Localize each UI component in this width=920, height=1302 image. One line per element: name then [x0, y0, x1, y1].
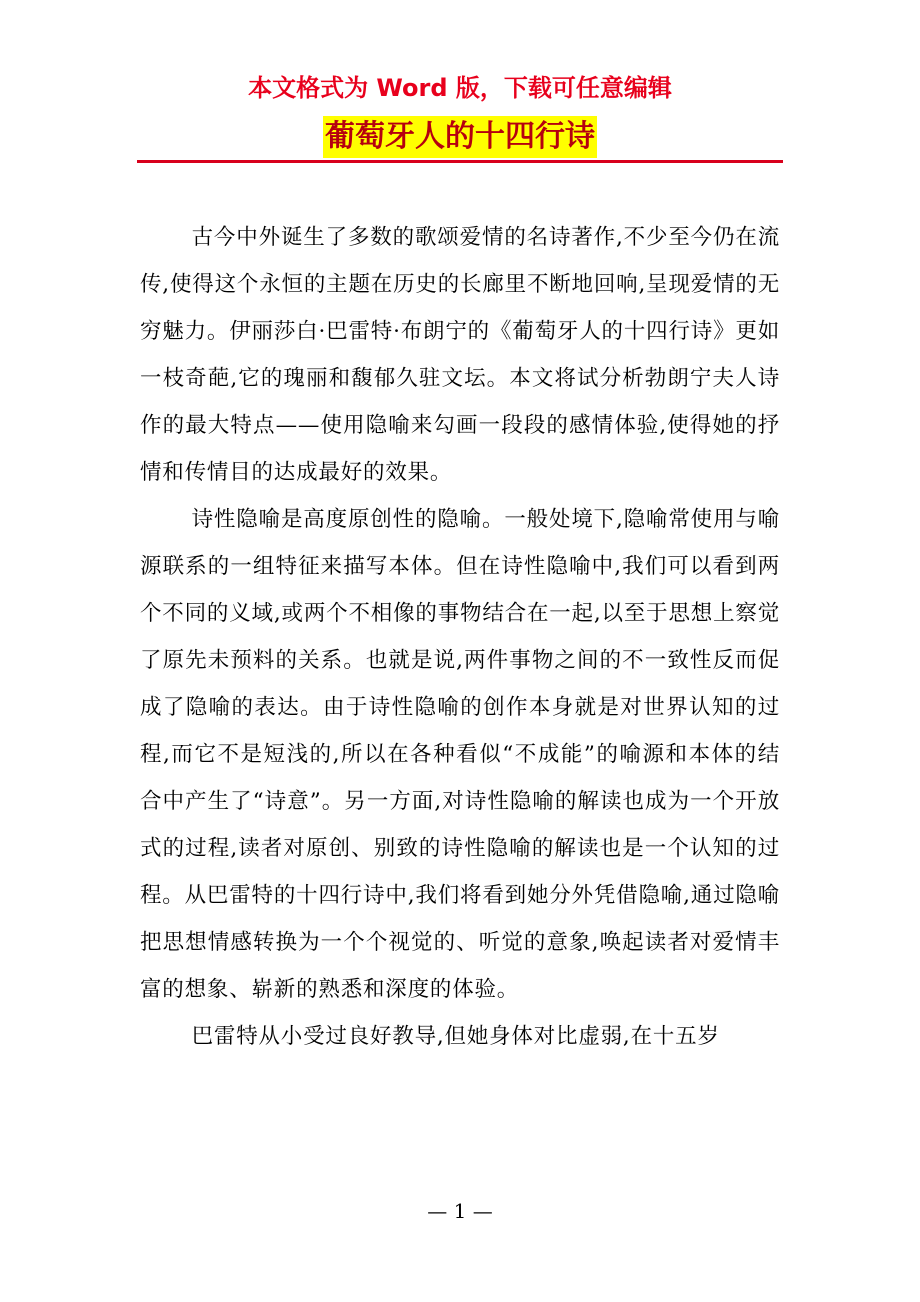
document-title: 葡萄牙人的十四行诗: [323, 116, 597, 158]
format-notice: 本文格式为 Word 版，下载可任意编辑: [248, 74, 672, 102]
body-paragraph-1: 古今中外诞生了多数的歌颂爱情的名诗著作,不少至今仍在流传,使得这个永恒的主题在历史的长廊里不断地回响,呈现爱情的无穷魅力。伊丽莎白·巴雷特·布朗宁的《葡萄牙人的十四行诗》更如一枝奇葩,它的瑰丽和馥郁久驻文坛。本文将试分析勃朗宁夫人诗作的最大特点——使用隐喻来勾画一段段的感情体验,使得她的抒情和传情目的达成最好的效果。: [140, 225, 780, 485]
body-paragraph-2: 诗性隐喻是高度原创性的隐喻。一般处境下,隐喻常使用与喻源联系的一组特征来描写本体。但在诗性隐喻中,我们可以看到两个不同的义域,或两个不相像的事物结合在一起,以至于思想上察觉了原先未预料的关系。也就是说,两件事物之间的不一致性反而促成了隐喻的表达。由于诗性隐喻的创作本身就是对世界认知的过程,而它不是短浅的,所以在各种看似“不成能”的喻源和本体的结合中产生了“诗意”。另一方面,对诗性隐喻的解读也成为一个开放式的过程,读者对原创、别致的诗性隐喻的解读也是一个认知的过程。从巴雷特的十四行诗中,我们将看到她分外凭借隐喻,通过隐喻把思想情感转换为一个个视觉的、听觉的意象,唤起读者对爱情丰富的想象、崭新的熟悉和深度的体验。: [140, 507, 780, 1002]
page-number: — 1 —: [427, 1199, 493, 1223]
body-paragraph-3: 巴雷特从小受过良好教导,但她身体对比虚弱,在十五岁: [191, 1024, 720, 1049]
title-divider: [137, 160, 783, 163]
title-container: [0, 116, 920, 158]
document-body: [140, 214, 780, 1060]
